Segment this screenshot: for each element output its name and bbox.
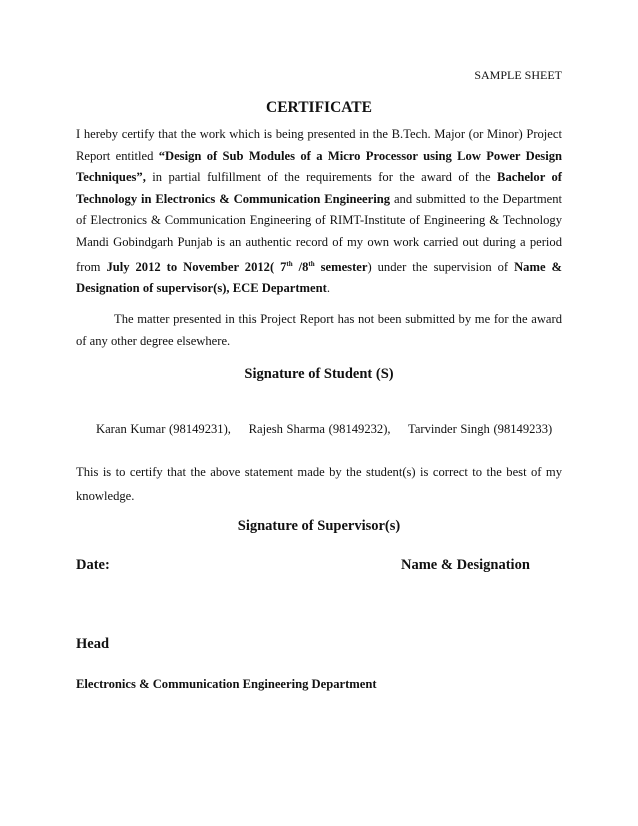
signature-supervisor-heading: Signature of Supervisor(s): [237, 518, 401, 534]
para1-line-4: Technology in Electronics & Communication Engineering and submitted to the Department: [76, 191, 562, 206]
department-label: Electronics & Communication Engineering Department: [76, 677, 377, 691]
project-title: “Design of Sub Modules of a Micro Processor using Low Power Design: [158, 148, 562, 163]
name-designation-label: Name & Designation: [401, 557, 530, 573]
certificate-title: CERTIFICATE: [266, 99, 372, 116]
para3-line-1: This is to certify that the above statement made by the student(s) is correct to the best of my: [76, 465, 562, 479]
para1-line-7: from July 2012 to November 2012( 7th /8th semester) under the supervision of Name &: [76, 259, 562, 274]
certificate-paragraph: [76, 124, 562, 300]
para1-line-3: Techniques”, in partial fulfillment of the requirements for the award of the Bachelor of: [76, 170, 562, 185]
date-label: Date:: [76, 557, 110, 573]
sample-sheet-label: SAMPLE SHEET: [474, 68, 562, 82]
para3-line-2: knowledge.: [76, 489, 135, 503]
student-name: Rajesh Sharma (98149232),: [248, 422, 391, 436]
para1-line-1: I hereby certify that the work which is being presented in the B.Tech. Major (or Minor) Project: [76, 127, 562, 141]
student-name: Karan Kumar (98149231),: [96, 422, 231, 436]
para1-line-6: Mandi Gobindgarh Punjab is an authentic record of my own work carried out during a period: [76, 234, 562, 249]
head-label: Head: [76, 636, 110, 652]
student-names: [96, 422, 566, 437]
para1-line-8: Designation of supervisor(s), ECE Department.: [76, 281, 330, 296]
para2-line-1: The matter presented in this Project Report has not been submitted by me for the award: [114, 312, 562, 326]
supervisor-statement: [76, 460, 562, 508]
student-name: Tarvinder Singh (98149233): [408, 422, 553, 436]
para2-line-2: of any other degree elsewhere.: [76, 333, 231, 348]
para1-line-5: of Electronics & Communication Engineering of RIMT-Institute of Engineering & Technology: [76, 213, 562, 228]
declaration-paragraph: [76, 309, 562, 352]
para1-line-2: Report entitled “Design of Sub Modules of a Micro Processor using Low Power Design: [76, 148, 562, 163]
signature-student-heading: Signature of Student (S): [244, 366, 394, 382]
